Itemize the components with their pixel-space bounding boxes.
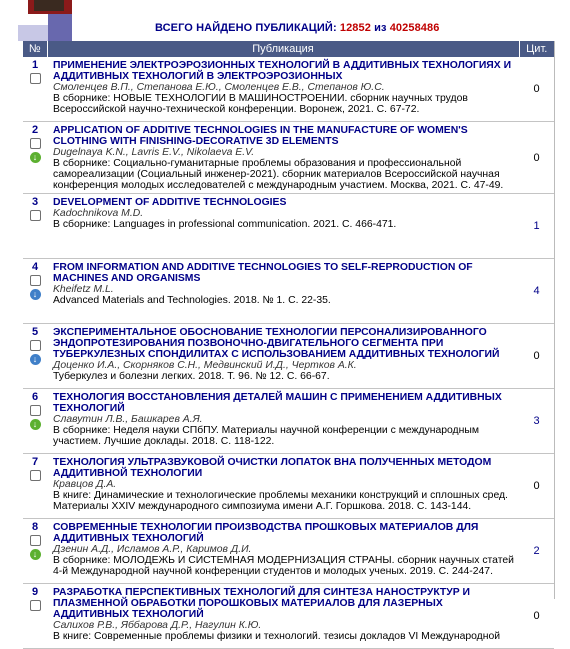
publication-title-link[interactable]: СОВРЕМЕННЫЕ ТЕХНОЛОГИИ ПРОИЗВОДСТВА ПРОШКОВЫХ МАТЕРИАЛОВ ДЛЯ АДДИТИВНЫХ ТЕХНОЛОГИЙ <box>53 522 479 544</box>
table-row <box>23 57 554 122</box>
row-number: 5 <box>31 326 39 338</box>
header-image <box>28 0 72 14</box>
publication-cell <box>47 259 519 324</box>
results-table <box>23 41 554 649</box>
publication-cell <box>47 389 519 454</box>
summary-label: ВСЕГО НАЙДЕНО ПУБЛИКАЦИЙ: <box>155 22 337 34</box>
found-count: 12852 <box>339 22 371 34</box>
publication-source: В сборнике: Languages in professional communication. 2021. С. 466-471. <box>53 219 397 230</box>
select-checkbox[interactable] <box>30 535 41 546</box>
table-row <box>23 324 554 389</box>
row-number-cell <box>23 519 47 584</box>
publication-title-link[interactable]: ПРИМЕНЕНИЕ ЭЛЕКТРОЭРОЗИОННЫХ ТЕХНОЛОГИЙ В АДДИТИВНЫХ ТЕХНОЛОГИЯХ И АДДИТИВНЫХ ТЕХНОЛОГИЙ В ЭЛЕКТРОЭРОЗИОННЫХ <box>53 60 512 82</box>
download-icon[interactable]: ↓ <box>30 419 41 430</box>
publication-authors: Доценко И.А., Скорняков С.Н., Медвинский И.Д., Чертков А.К. <box>53 360 357 371</box>
citation-count: 0 <box>519 57 554 122</box>
row-number-cell <box>23 194 47 259</box>
col-header-num[interactable]: № <box>23 41 47 57</box>
download-icon[interactable]: ↓ <box>30 549 41 560</box>
select-checkbox[interactable] <box>30 340 41 351</box>
table-row <box>23 584 554 649</box>
publication-title-link[interactable]: APPLICATION OF ADDITIVE TECHNOLOGIES IN THE MANUFACTURE OF WOMEN'S CLOTHING WITH FINISHING-DECORATIVE 3D ELEMENTS <box>53 125 468 147</box>
publication-title-link[interactable]: DEVELOPMENT OF ADDITIVE TECHNOLOGIES <box>53 197 287 208</box>
row-number: 1 <box>31 59 39 71</box>
decorative-square <box>18 25 48 41</box>
row-number: 4 <box>31 261 39 273</box>
publication-cell <box>47 324 519 389</box>
table-row <box>23 389 554 454</box>
publication-source: Туберкулез и болезни легких. 2018. Т. 96. № 12. С. 66-67. <box>53 371 330 382</box>
table-row <box>23 519 554 584</box>
publication-cell <box>47 122 519 194</box>
row-number-cell <box>23 324 47 389</box>
publication-source: В книге: Динамические и технологические проблемы механики конструкций и сплошных сред. Материалы XXIV международного симпозиума имени А.Г. Горшкова. 2018. С. 143-144. <box>53 490 508 512</box>
table-row <box>23 259 554 324</box>
publication-title-link[interactable]: ТЕХНОЛОГИЯ УЛЬТРАЗВУКОВОЙ ОЧИСТКИ ЛОПАТОК ВНА ПОЛУЧЕННЫХ МЕТОДОМ АДДИТИВНОЙ ТЕХНОЛОГИИ <box>53 457 492 479</box>
row-number: 2 <box>31 124 39 136</box>
publication-authors: Kadochnikova M.D. <box>53 208 144 219</box>
select-checkbox[interactable] <box>30 210 41 221</box>
total-count: 40258486 <box>389 22 440 34</box>
publication-title-link[interactable]: РАЗРАБОТКА ПЕРСПЕКТИВНЫХ ТЕХНОЛОГИЙ ДЛЯ СИНТЕЗА НАНОСТРУКТУР И ПЛАЗМЕННОЙ ОБРАБОТКИ ПОРОШКОВЫХ МАТЕРИАЛОВ ДЛЯ ЛАЗЕРНЫХ АДДИТИВНЫХ ТЕХНОЛОГИЙ <box>53 587 471 620</box>
citation-count: 0 <box>519 122 554 194</box>
publication-title-link[interactable]: ЭКСПЕРИМЕНТАЛЬНОЕ ОБОСНОВАНИЕ ТЕХНОЛОГИИ ПЕРСОНАЛИЗИРОВАННОГО ЭНДОПРОТЕЗИРОВАНИЯ ПОЗВОНОЧНО-ДВИГАТЕЛЬНОГО СЕГМЕНТА ПРИ ТУБЕРКУЛЕЗНЫХ СПОНДИЛИТАХ С ИСПОЛЬЗОВАНИЕМ АДДИТИВНЫХ ТЕХНОЛОГИЙ <box>53 327 500 360</box>
publication-authors: Дзенин А.Д., Исламов А.Р., Каримов Д.И. <box>53 544 252 555</box>
row-number: 3 <box>31 196 39 208</box>
download-icon[interactable]: ↓ <box>30 152 41 163</box>
row-number-cell <box>23 389 47 454</box>
publication-authors: Смоленцев В.П., Степанова Е.Ю., Смоленцев Е.В., Степанов Ю.С. <box>53 82 385 93</box>
results-summary <box>155 22 439 34</box>
download-icon[interactable]: ↓ <box>30 289 41 300</box>
summary-sep: из <box>374 22 387 34</box>
results-table-container <box>23 41 555 642</box>
publication-title-link[interactable]: ТЕХНОЛОГИЯ ВОССТАНОВЛЕНИЯ ДЕТАЛЕЙ МАШИН С ПРИМЕНЕНИЕМ АДДИТИВНЫХ ТЕХНОЛОГИЙ <box>53 392 502 414</box>
publication-authors: Славутин Л.В., Башкарев А.Я. <box>53 414 203 425</box>
publication-source: В сборнике: НОВЫЕ ТЕХНОЛОГИИ В МАШИНОСТРОЕНИИ. сборник научных трудов Всероссийской научно-технической конференции. Воронеж, 2021. С. 67-72. <box>53 93 468 115</box>
publication-source: В сборнике: Неделя науки СПбПУ. Материалы научной конференции с международным участием. Лучшие доклады. 2018. С. 118-122. <box>53 425 479 447</box>
table-row <box>23 194 554 259</box>
publication-cell <box>47 454 519 519</box>
publication-source: В сборнике: МОЛОДЕЖЬ И СИСТЕМНАЯ МОДЕРНИЗАЦИЯ СТРАНЫ. сборник научных статей 4-й Международной научной конференции студентов и молодых ученых. 2019. С. 244-247. <box>53 555 514 577</box>
row-number: 9 <box>31 586 39 598</box>
row-number-cell <box>23 584 47 649</box>
publication-cell <box>47 584 519 649</box>
citation-count[interactable]: 3 <box>519 389 554 454</box>
publication-authors: Кравцов Д.А. <box>53 479 117 490</box>
table-row <box>23 122 554 194</box>
citation-count: 0 <box>519 584 554 649</box>
row-number: 7 <box>31 456 39 468</box>
decorative-square <box>48 14 72 41</box>
select-checkbox[interactable] <box>30 138 41 149</box>
publication-cell <box>47 57 519 122</box>
publication-source: Advanced Materials and Technologies. 2018. № 1. С. 22-35. <box>53 295 331 306</box>
col-header-publication[interactable]: Публикация <box>47 41 519 57</box>
publication-cell <box>47 194 519 259</box>
select-checkbox[interactable] <box>30 275 41 286</box>
publication-source: В книге: Современные проблемы физики и технологий. тезисы докладов VI Международной <box>53 631 501 642</box>
publication-authors: Kheifetz M.L. <box>53 284 114 295</box>
citation-count: 0 <box>519 324 554 389</box>
select-checkbox[interactable] <box>30 73 41 84</box>
col-header-citations[interactable]: Цит. <box>519 41 554 57</box>
table-row <box>23 454 554 519</box>
publication-title-link[interactable]: FROM INFORMATION AND ADDITIVE TECHNOLOGIES TO SELF-REPRODUCTION OF MACHINES AND ORGANISMS <box>53 262 473 284</box>
select-checkbox[interactable] <box>30 405 41 416</box>
select-checkbox[interactable] <box>30 600 41 611</box>
citation-count: 0 <box>519 454 554 519</box>
row-number-cell <box>23 259 47 324</box>
row-number: 8 <box>31 521 39 533</box>
row-number: 6 <box>31 391 39 403</box>
row-number-cell <box>23 57 47 122</box>
row-number-cell <box>23 122 47 194</box>
citation-count[interactable]: 1 <box>519 194 554 259</box>
publication-authors: Салихов Р.В., Яббарова Д.Р., Нагулин К.Ю. <box>53 620 262 631</box>
row-number-cell <box>23 454 47 519</box>
citation-count[interactable]: 2 <box>519 519 554 584</box>
download-icon[interactable]: ↓ <box>30 354 41 365</box>
select-checkbox[interactable] <box>30 470 41 481</box>
publication-source: В сборнике: Социально-гуманитарные проблемы образования и профессиональной самореализации (Социальный инженер-2021). сборник материалов Всероссийской научная конференция молодых исследователей с международным участием. Москва, 2021. С. 47-49. <box>53 158 504 191</box>
citation-count[interactable]: 4 <box>519 259 554 324</box>
publication-cell <box>47 519 519 584</box>
publication-authors: Dugelnaya K.N., Lavris E.V., Nikolaeva E.V. <box>53 147 255 158</box>
